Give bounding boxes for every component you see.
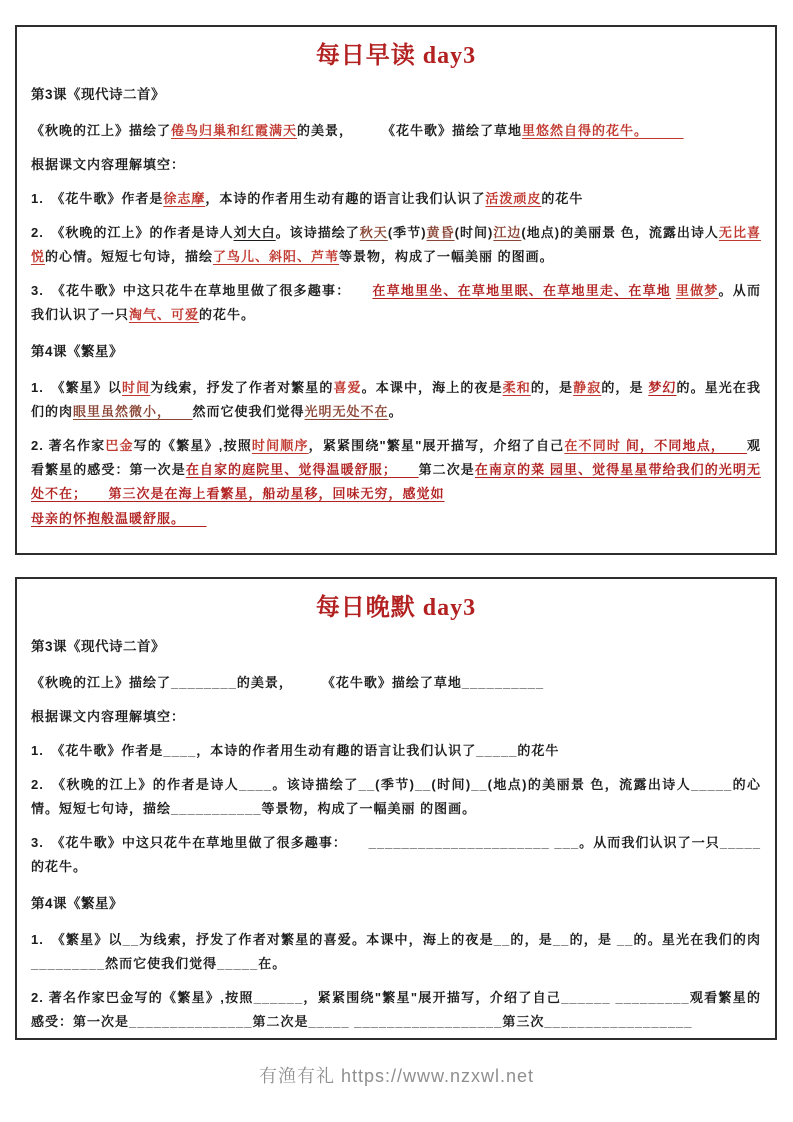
intro-line <box>31 119 761 143</box>
item-1 <box>31 739 761 763</box>
text-segment: 2. 著名作家巴金写的《繁星》,按照______，紧紧围绕"繁星"展开描写，介绍了自己______ _________观看繁星的感受：第一次是_______________第二次是_____ __________________ <box>31 990 761 1030</box>
text-segment: ，紧紧围绕"繁星"展开描写，介绍了自己 <box>308 438 565 454</box>
item-2 <box>31 221 761 269</box>
text-segment: ，本诗的作者用生动有趣的语言让我们认识了 <box>205 191 486 207</box>
lesson-3-heading <box>31 83 761 108</box>
answer-segment: 黄昏 <box>426 225 455 241</box>
text-segment: 然而它使我们觉得 <box>192 404 305 420</box>
answer-segment: 在自家的庭院里、觉得温暖舒服； <box>185 462 419 478</box>
answer-segment: 活泼顽皮 <box>485 191 542 207</box>
answer-segment: 淘气、可爱 <box>129 307 200 323</box>
answer-segment: 第三次是在海上看繁星，船动星移，回味无穷，感觉如 <box>108 486 445 502</box>
answer-segment: 江边 <box>493 225 522 241</box>
answer-segment: 光明无处不在 <box>304 404 389 420</box>
text-segment: 为线索，抒发了作者对繁星的 <box>150 380 334 396</box>
lesson-3-heading <box>31 635 761 660</box>
text-segment: (时间) <box>454 225 494 241</box>
text-segment: (季节) <box>387 225 427 241</box>
text-segment: 根据课文内容理解填空： <box>31 157 186 173</box>
text-segment: 1. 《花牛歌》作者是____，本诗的作者用生动有趣的语言让我们认识了_____的花牛 <box>31 743 560 759</box>
text-segment: 写的《繁星》,按照 <box>133 438 252 454</box>
text-segment: 第3课《现代诗二首》 <box>31 87 166 102</box>
text-segment: 的，是 <box>530 380 574 396</box>
text-segment: 2. 《秋晚的江上》的作者是诗人 <box>31 225 234 241</box>
item-2 <box>31 773 761 821</box>
answer-segment: 徐志摩 <box>163 191 206 207</box>
text-segment: 观看繁星的感受：第一次是 <box>31 438 761 478</box>
text-segment: 2. 《秋晚的江上》的作者是诗人____。该诗描绘了__(季节)__(时间)__(地点)的美丽景 色，流露出诗人_____的心情。短短七句诗，描绘___________等景物，构成了一幅美丽 的图画。 <box>31 777 761 817</box>
answer-segment: 巴金 <box>105 438 134 454</box>
morning-reading-card <box>15 25 777 555</box>
site-footer-text: 有渔有礼 https://www.nzxwl.net <box>258 1066 535 1086</box>
text-segment: 第4课《繁星》 <box>31 896 124 912</box>
text-segment: 根据课文内容理解填空： <box>31 709 186 725</box>
fill-in-prompt <box>31 705 761 729</box>
text-segment: 3. 《花牛歌》中这只花牛在草地里做了很多趣事： ______________________ ___。从而我们认识了一只_____的花牛。 <box>31 835 761 875</box>
answer-segment: 无比喜悦 <box>31 225 761 265</box>
item-2-stars <box>31 986 761 1034</box>
answer-segment: 时间顺序 <box>251 438 309 454</box>
text-segment: 刘大白 <box>233 225 276 241</box>
answer-segment: 在不同时 <box>564 438 626 454</box>
text-segment: 的美景， 《花牛歌》描绘了草地 <box>297 122 523 138</box>
answer-segment: 在草地里坐、在草地里眠、在草地里走、在草地 <box>372 283 672 299</box>
answer-segment: 秋天 <box>359 225 388 241</box>
text-segment: 第4课《繁星》 <box>31 344 124 360</box>
text-segment: 的花牛。 <box>199 307 256 323</box>
text-segment: 1. 《繁星》以__为线索，抒发了作者对繁星的喜爱。本课中，海上的夜是__的，是__的，是 __的。星光在我们的肉_________然而它使我们觉得_____在。 <box>31 932 761 972</box>
text-segment: 《秋晚的江上》描绘了________的美景， 《花牛歌》描绘了草地__________ <box>31 674 545 690</box>
text-segment: 的花牛 <box>541 191 584 207</box>
text-segment: 《秋晚的江上》描绘了 <box>31 122 172 138</box>
fill-in-prompt <box>31 153 761 177</box>
text-segment: 第二次是 <box>418 462 475 478</box>
lesson-4-heading <box>31 892 761 917</box>
intro-line <box>31 671 761 695</box>
item-1-stars <box>31 928 761 976</box>
item-3 <box>31 831 761 879</box>
text-segment: 1. 《花牛歌》作者是 <box>31 191 164 207</box>
item-1-stars <box>31 376 761 424</box>
morning-card-title: 每日早读 day3 <box>315 43 477 69</box>
text-segment: 等景物，构成了一幅美丽 的图画。 <box>339 249 554 265</box>
answer-segment: 喜爱 <box>333 380 362 396</box>
answer-segment: 在南京的菜 园里、觉得星星带给我们的光明无处不在； <box>31 462 761 502</box>
text-segment: 的心情。短短七句诗，描绘 <box>45 249 214 265</box>
text-segment: __________________ <box>544 1014 693 1030</box>
answer-segment: 里悠然自得的花牛。 <box>522 122 684 138</box>
evening-dictation-card <box>15 577 777 1040</box>
text-segment: 。本课中，海上的夜是 <box>361 380 503 396</box>
answer-segment: 时间 <box>122 380 151 396</box>
answer-segment: 柔和 <box>502 380 531 396</box>
text-segment: 的。星光在我们的肉 <box>31 380 761 420</box>
answer-segment: 静寂 <box>573 380 602 396</box>
answer-segment: 间，不同地点， <box>625 438 747 454</box>
text-segment: 2. 著名作家 <box>31 438 106 454</box>
answer-segment: 梦幻 <box>648 380 677 396</box>
evening-card-body <box>30 635 762 1034</box>
text-segment: 第3课《现代诗二首》 <box>31 639 166 654</box>
answer-segment: 母亲的怀抱般温暖舒服。 <box>31 510 207 526</box>
evening-card-title: 每日晚默 day3 <box>315 595 477 621</box>
text-segment: 3. 《花牛歌》中这只花牛在草地里做了很多趣事： <box>31 283 373 299</box>
answer-segment: 里做梦 <box>675 283 719 299</box>
answer-segment: 了鸟儿、斜阳、芦苇 <box>213 249 340 265</box>
morning-card-body <box>30 83 762 531</box>
item-3 <box>31 279 761 327</box>
text-segment: 1. 《繁星》以 <box>31 380 123 396</box>
answer-segment: 眼里虽然微小， <box>73 404 193 420</box>
text-segment: 的，是 <box>601 380 649 396</box>
item-2-stars <box>31 434 761 530</box>
lesson-4-heading <box>31 340 761 365</box>
text-segment: 。从而我们认识了一只 <box>31 283 761 323</box>
text-segment: 。 <box>388 404 403 420</box>
text-segment: 第三次 <box>502 1014 545 1030</box>
text-segment: (地点)的美丽景 色，流露出诗人 <box>521 225 719 241</box>
answer-segment: 倦鸟归巢和红霞满天 <box>171 122 298 138</box>
text-segment: 。该诗描绘了 <box>275 225 360 241</box>
item-1 <box>31 187 761 211</box>
